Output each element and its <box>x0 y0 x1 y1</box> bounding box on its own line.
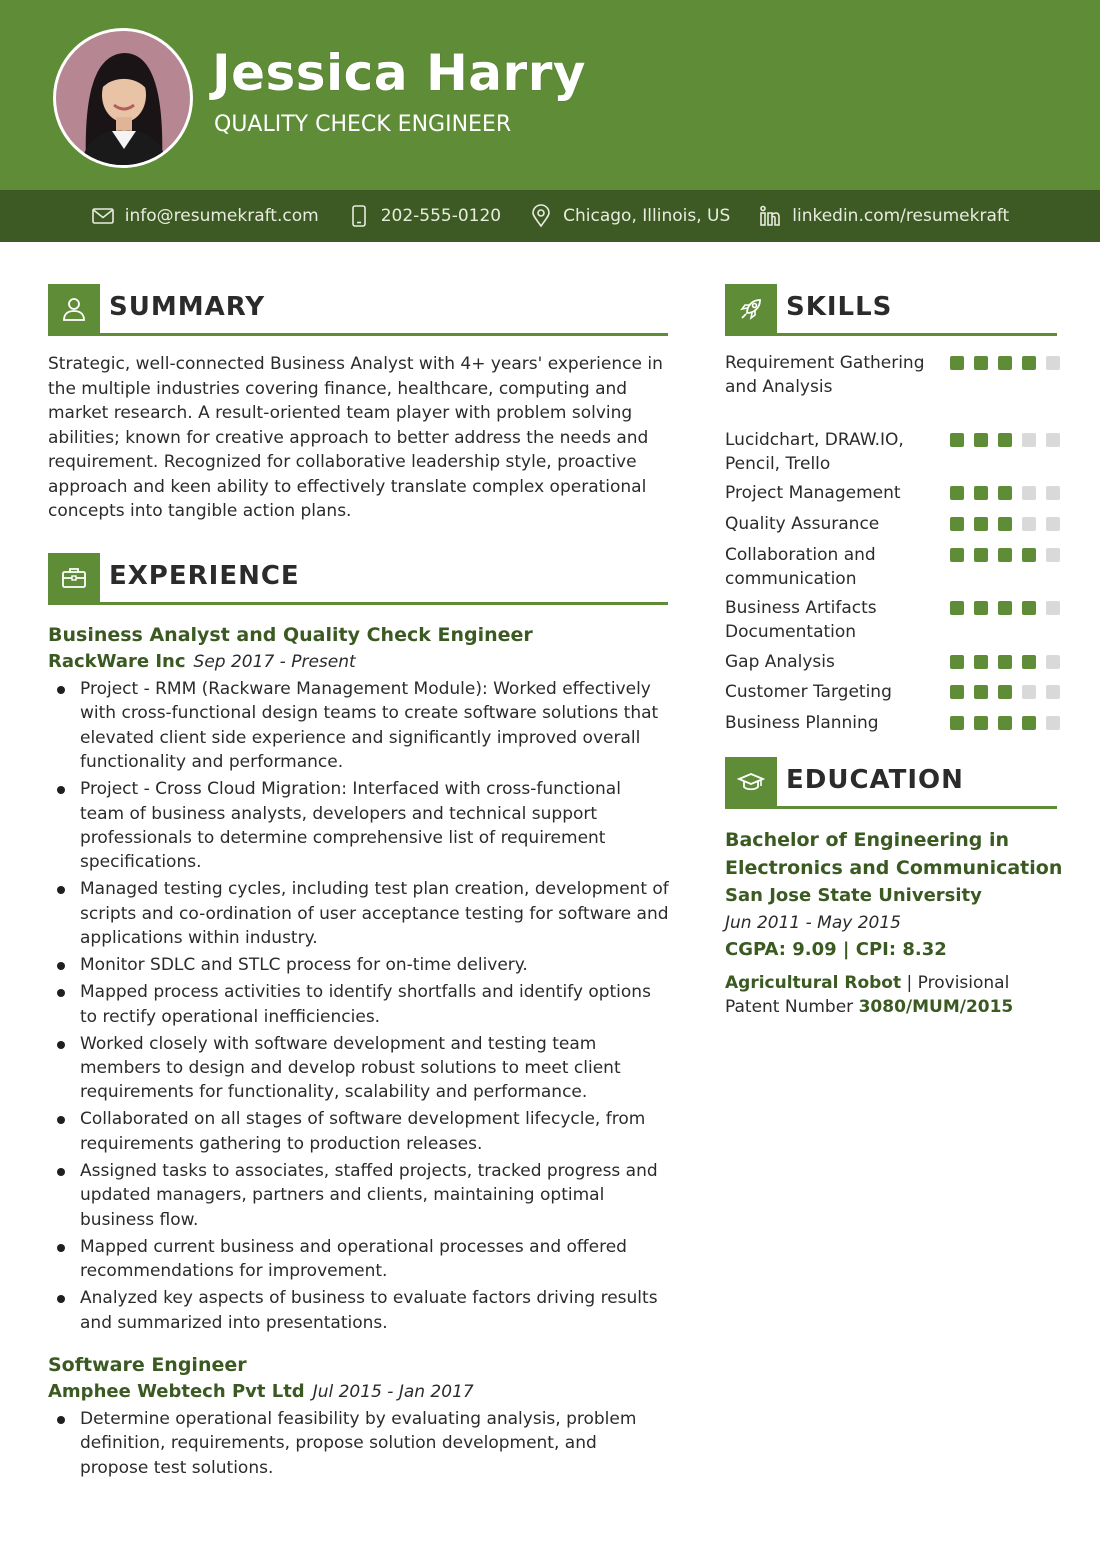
rating-square-empty <box>1046 486 1060 500</box>
bullet-item: Managed testing cycles, including test plan creation, development of scripts and co-ordination of user acceptance testing for software and applications within industry. <box>48 877 670 950</box>
job-entry <box>48 622 670 1338</box>
job-dates: Sep 2017 - Present <box>193 652 356 672</box>
rating-square-filled <box>950 517 964 531</box>
contact-email-text: info@resumekraft.com <box>124 206 319 226</box>
education-entry <box>725 826 1065 1019</box>
rocket-icon <box>737 295 765 323</box>
rating-square-filled <box>974 685 988 699</box>
skill-row <box>725 712 1060 742</box>
phone-icon <box>347 204 371 228</box>
portrait-image <box>56 31 190 165</box>
rating-square-filled <box>1022 548 1036 562</box>
company-name: RackWare Inc <box>48 651 186 672</box>
rating-square-filled <box>974 548 988 562</box>
graduation-cap-icon <box>737 768 765 796</box>
experience-title: EXPERIENCE <box>109 561 300 591</box>
profile-photo <box>53 28 193 168</box>
rating-square-empty <box>1046 517 1060 531</box>
rating-square-filled <box>998 486 1012 500</box>
rating-square-filled <box>998 655 1012 669</box>
rating-square-filled <box>950 685 964 699</box>
envelope-icon <box>91 204 115 228</box>
job-bullets <box>48 677 670 1335</box>
rating-square-filled <box>998 517 1012 531</box>
company-name: Amphee Webtech Pvt Ltd <box>48 1381 305 1402</box>
skill-row <box>725 513 1060 544</box>
skill-row <box>725 544 1060 597</box>
rating-square-filled <box>950 655 964 669</box>
skill-row <box>725 681 1060 712</box>
bullet-item: Determine operational feasibility by evaluating analysis, problem definition, requirements, propose solution development, and propose test solutions. <box>48 1407 670 1480</box>
degree-name: Bachelor of Engineering in Electronics and Communication <box>725 829 1063 879</box>
skill-name: Business Artifacts Documentation <box>725 598 877 642</box>
location-pin-icon <box>529 204 553 228</box>
contact-email[interactable] <box>91 204 319 228</box>
rating-square-empty <box>1046 655 1060 669</box>
contact-location[interactable] <box>529 204 730 228</box>
skills-list <box>725 352 1060 742</box>
bullet-item: Analyzed key aspects of business to evaluate factors driving results and summarized into presentations. <box>48 1286 670 1335</box>
rating-square-filled <box>974 486 988 500</box>
contact-phone[interactable] <box>347 204 501 228</box>
skill-rating <box>950 352 1060 429</box>
skill-rating <box>950 597 1060 651</box>
skills-title: SKILLS <box>786 292 893 322</box>
rating-square-filled <box>950 601 964 615</box>
linkedin-icon <box>758 204 782 228</box>
rating-square-filled <box>1022 655 1036 669</box>
header-banner <box>0 0 1100 190</box>
rating-square-filled <box>974 433 988 447</box>
rating-square-empty <box>1046 548 1060 562</box>
skill-rating <box>950 482 1060 513</box>
candidate-name: Jessica Harry <box>212 44 586 102</box>
user-icon <box>60 295 88 323</box>
experience-heading <box>48 553 668 605</box>
rating-square-empty <box>1046 433 1060 447</box>
patent-label: | Provisional Patent Number <box>725 973 1010 1017</box>
skill-name: Customer Targeting <box>725 682 892 702</box>
rating-square-empty <box>1022 433 1036 447</box>
skill-rating <box>950 681 1060 712</box>
bullet-item: Project - Cross Cloud Migration: Interfaced with cross-functional team of business analysts, developers and technical support professionals to determine comprehensive list of requirement specifications. <box>48 777 670 875</box>
rating-square-filled <box>950 433 964 447</box>
rating-square-filled <box>974 356 988 370</box>
skill-row <box>725 651 1060 681</box>
patent-number: 3080/MUM/2015 <box>858 997 1014 1017</box>
bullet-item: Project - RMM (Rackware Management Module): Worked effectively with cross-functional design teams to create software solutions that elevated client side experience and significantly improved overall functionality and performance. <box>48 677 670 775</box>
summary-title: SUMMARY <box>109 292 266 322</box>
rating-square-filled <box>998 356 1012 370</box>
bullet-item: Mapped current business and operational processes and offered recommendations for improvement. <box>48 1235 670 1284</box>
job-meta <box>48 648 670 676</box>
contact-linkedin-text: linkedin.com/resumekraft <box>792 206 1010 226</box>
bullet-item: Assigned tasks to associates, staffed projects, tracked progress and updated managers, partners and clients, maintaining optimal business flow. <box>48 1159 670 1232</box>
job-entry <box>48 1352 670 1483</box>
skill-name: Gap Analysis <box>725 652 835 672</box>
skill-name: Quality Assurance <box>725 514 880 534</box>
rating-square-filled <box>998 433 1012 447</box>
rating-square-filled <box>1022 356 1036 370</box>
briefcase-icon <box>60 564 88 592</box>
rating-square-filled <box>998 548 1012 562</box>
skill-row <box>725 429 1060 482</box>
bullet-item: Collaborated on all stages of software development lifecycle, from requirements gathering to production releases. <box>48 1107 670 1156</box>
contact-location-text: Chicago, Illinois, US <box>563 206 731 226</box>
rating-square-filled <box>950 356 964 370</box>
rating-square-filled <box>1022 601 1036 615</box>
rating-square-filled <box>998 716 1012 730</box>
skill-rating <box>950 651 1060 681</box>
experience-icon-box <box>48 553 100 603</box>
rating-square-empty <box>1046 685 1060 699</box>
skill-name: Requirement Gathering and Analysis <box>725 353 925 397</box>
rating-square-filled <box>974 601 988 615</box>
education-heading <box>725 757 1057 809</box>
skill-rating <box>950 513 1060 544</box>
bullet-item: Worked closely with software development and testing team members to design and develop robust solutions to meet client requirements for functionality, scalability and performance. <box>48 1032 670 1105</box>
contact-linkedin[interactable] <box>758 204 1009 228</box>
education-icon-box <box>725 757 777 807</box>
rating-square-filled <box>974 517 988 531</box>
skill-name: Collaboration and communication <box>725 545 876 589</box>
job-meta <box>48 1378 670 1406</box>
rating-square-filled <box>998 685 1012 699</box>
rating-square-empty <box>1022 685 1036 699</box>
skill-name: Project Management <box>725 483 901 503</box>
patent-title: Agricultural Robot <box>725 973 902 993</box>
skill-rating <box>950 712 1060 742</box>
rating-square-empty <box>1046 716 1060 730</box>
rating-square-empty <box>1022 517 1036 531</box>
summary-heading <box>48 284 668 336</box>
skill-rating <box>950 544 1060 597</box>
rating-square-filled <box>974 716 988 730</box>
rating-square-empty <box>1046 356 1060 370</box>
skill-name: Business Planning <box>725 713 879 733</box>
job-title: Business Analyst and Quality Check Engineer <box>48 624 533 646</box>
rating-square-empty <box>1046 601 1060 615</box>
bullet-item: Mapped process activities to identify shortfalls and identify options to rectify operational inefficiencies. <box>48 980 670 1029</box>
rating-square-empty <box>1022 486 1036 500</box>
skill-name: Lucidchart, DRAW.IO, Pencil, Trello <box>725 430 904 474</box>
skill-row <box>725 482 1060 513</box>
rating-square-filled <box>950 486 964 500</box>
job-title: Software Engineer <box>48 1354 247 1376</box>
contact-phone-text: 202-555-0120 <box>380 206 502 226</box>
job-bullets <box>48 1407 670 1480</box>
education-grades: CGPA: 9.09 | CPI: 8.32 <box>725 939 947 960</box>
candidate-role: QUALITY CHECK ENGINEER <box>214 112 512 137</box>
skill-rating <box>950 429 1060 482</box>
education-dates: Jun 2011 - May 2015 <box>725 913 901 933</box>
skill-row <box>725 352 1060 429</box>
job-dates: Jul 2015 - Jan 2017 <box>312 1382 474 1402</box>
school-name: San Jose State University <box>725 885 982 906</box>
summary-icon-box <box>48 284 100 334</box>
skills-icon-box <box>725 284 777 334</box>
summary-text: Strategic, well-connected Business Analyst with 4+ years' experience in the multiple industries covering finance, healthcare, computing and market research. A result-oriented team player with problem solving abilities; known for creative approach to better address the needs and requirement. Recognized for collaborative leadership style, proactive approach and keen ability to effectively translate complex operational concepts into tangible action plans. <box>48 354 663 521</box>
rating-square-filled <box>1022 716 1036 730</box>
rating-square-filled <box>974 655 988 669</box>
patent-info <box>725 971 1065 1019</box>
rating-square-filled <box>950 548 964 562</box>
contact-bar <box>0 190 1100 242</box>
skills-heading <box>725 284 1057 336</box>
education-title: EDUCATION <box>786 765 964 795</box>
rating-square-filled <box>950 716 964 730</box>
bullet-item: Monitor SDLC and STLC process for on-time delivery. <box>48 953 670 977</box>
rating-square-filled <box>998 601 1012 615</box>
skill-row <box>725 597 1060 651</box>
